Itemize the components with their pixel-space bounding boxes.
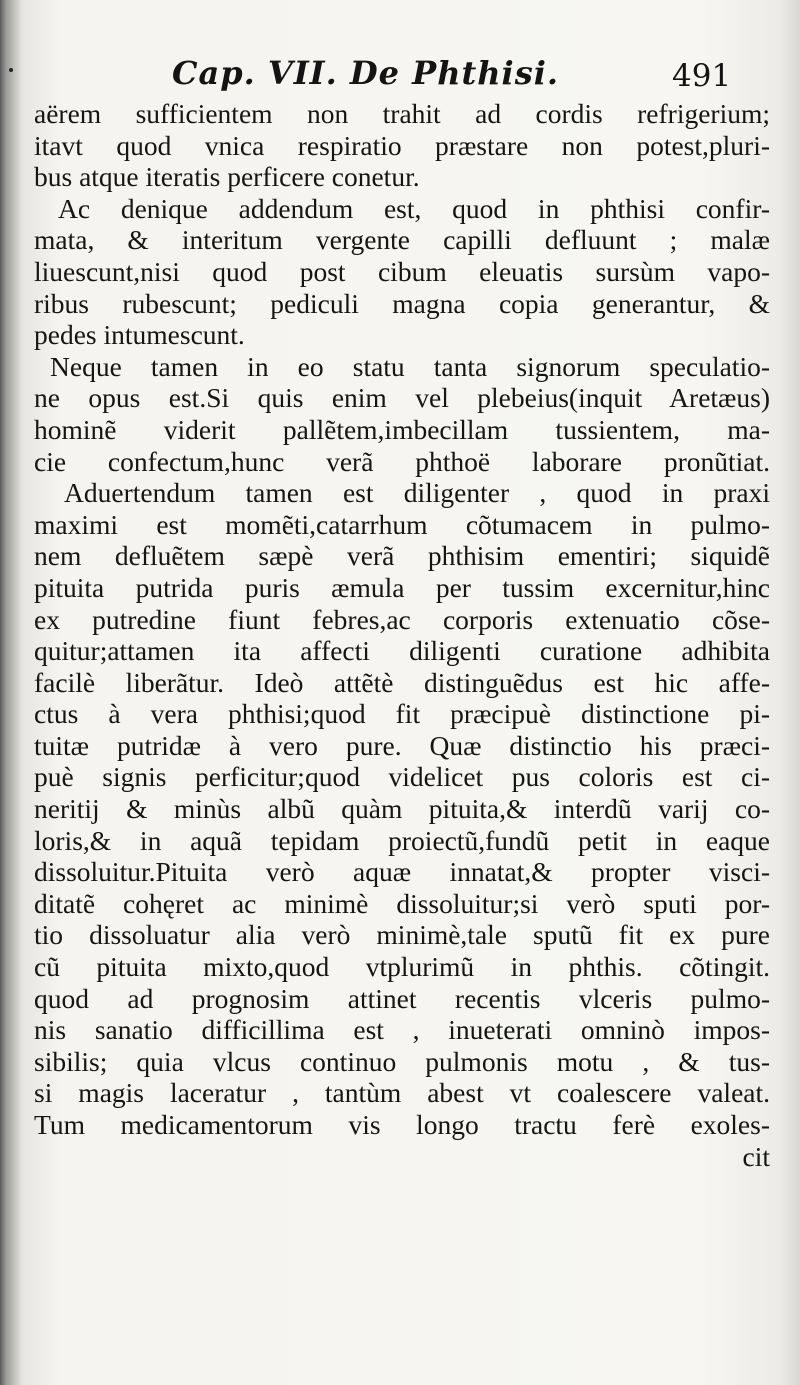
text-line: mata, & interitum vergente capilli defluunt ; malæ xyxy=(34,224,770,256)
text-line: neritij & minùs albũ quàm pituita,& interdũ varij co- xyxy=(34,793,770,825)
text-line: ctus à vera phthisi;quod fit præcipuè distinctione pi- xyxy=(34,698,770,730)
running-title: Cap. VII. De Phthisi. xyxy=(172,54,559,92)
text-line: bus atque iteratis perficere conetur. xyxy=(34,161,420,193)
catchword: cit xyxy=(742,1140,770,1172)
text-line: cũ pituita mixto,quod vtplurimũ in phthis. cõtingit. xyxy=(34,951,770,983)
body-text xyxy=(34,98,770,1172)
text-line: liuescunt,nisi quod post cibum eleuatis sursùm vapo- xyxy=(34,255,770,287)
text-line: Aduertendum tamen est diligenter , quod in praxi xyxy=(64,477,770,509)
text-line: ex putredine fiunt febres,ac corporis extenuatio cõse- xyxy=(34,603,770,635)
page-header xyxy=(0,48,800,98)
text-line: Ac denique addendum est, quod in phthisi confir- xyxy=(58,192,770,224)
text-line: ditatẽ cohęret ac minimè dissoluitur;si verò sputi por- xyxy=(34,887,770,919)
text-line: aërem sufficientem non trahit ad cordis refrigerium; xyxy=(34,98,770,129)
text-line: dissoluitur.Pituita verò aquæ innatat,& propter visci- xyxy=(34,856,770,888)
text-line: puè signis perficitur;quod videlicet pus coloris est ci- xyxy=(34,761,770,793)
text-line: nis sanatio difficillima est , inueterati omninò impos- xyxy=(34,1014,770,1046)
text-line: pedes intumescunt. xyxy=(34,319,245,351)
text-line: nem defluẽtem sæpè verã phthisim ementiri; siquidẽ xyxy=(34,540,770,572)
text-line: tio dissoluatur alia verò minimè,tale sputũ fit ex pure xyxy=(34,919,770,951)
text-line: tuitæ putridæ à vero pure. Quæ distinctio his præci- xyxy=(34,729,770,761)
text-line: cie confectum,hunc verã phthoë laborare pronũtiat. xyxy=(34,445,770,477)
text-line: pituita putrida puris æmula per tussim excernitur,hinc xyxy=(34,571,770,603)
text-line: Tum medicamentorum vis longo tractu ferè exoles- xyxy=(34,1109,770,1140)
text-line: quod ad prognosim attinet recentis vlceris pulmo- xyxy=(34,982,770,1014)
text-line: hominẽ viderit pallẽtem,imbecillam tussientem, ma- xyxy=(34,413,770,445)
text-line: ne opus est.Si quis enim vel plebeius(inquit Aretæus) xyxy=(34,382,770,414)
text-line: quitur;attamen ita affecti diligenti curatione adhibita xyxy=(34,635,770,667)
text-line: ribus rubescunt; pediculi magna copia generantur, & xyxy=(34,287,770,319)
page-number: 491 xyxy=(672,58,732,94)
text-line: facilè liberãtur. Ideò attẽtè distinguẽdus est hic affe- xyxy=(34,666,770,698)
text-line: si magis laceratur , tantùm abest vt coalescere valeat. xyxy=(34,1077,770,1109)
text-line: maximi est momẽti,catarrhum cõtumacem in pulmo- xyxy=(34,508,770,540)
text-line: sibilis; quia vlcus continuo pulmonis motu , & tus- xyxy=(34,1045,770,1077)
text-line: itavt quod vnica respiratio præstare non potest,pluri- xyxy=(34,129,770,161)
text-line: loris,& in aquã tepidam proiectũ,fundũ petit in eaque xyxy=(34,824,770,856)
text-line: Neque tamen in eo statu tanta signorum speculatio- xyxy=(50,350,770,382)
